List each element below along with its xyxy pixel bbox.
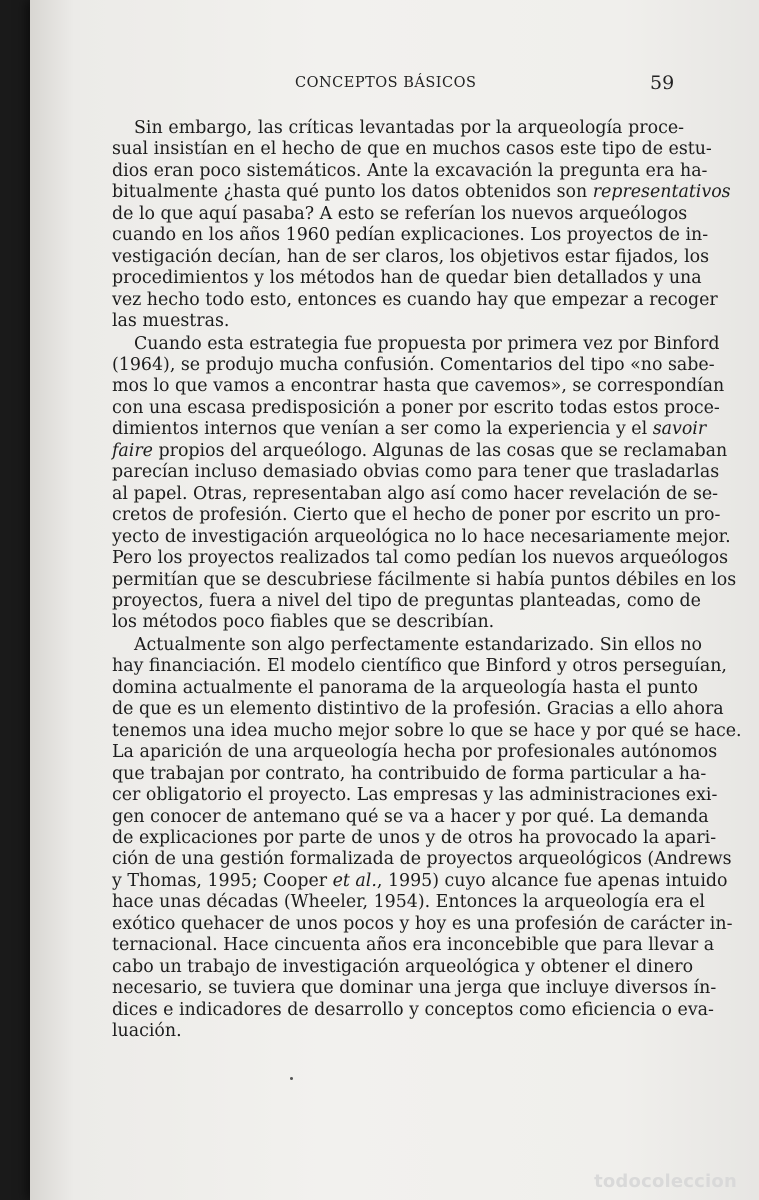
text-line: al papel. Otras, representaban algo así como hacer revelación de se- xyxy=(112,483,719,504)
text-line: de explicaciones por parte de unos y de otros ha provocado la apari- xyxy=(112,827,717,848)
text-line: ternacional. Hace cincuenta años era inconcebible que para llevar a xyxy=(112,935,715,956)
text-line: gen conocer de antemano qué se va a hacer y por qué. La demanda xyxy=(112,806,709,827)
text-line: vez hecho todo esto, entonces es cuando hay que empezar a recoger xyxy=(112,289,718,310)
text-line: La aparición de una arqueología hecha por profesionales autónomos xyxy=(112,742,718,763)
paragraph xyxy=(112,634,742,1043)
text-line: cabo un trabajo de investigación arqueológica y obtener el dinero xyxy=(112,956,694,977)
text-line: las muestras. xyxy=(112,311,230,332)
text-line: permitían que se descubriese fácilmente si había puntos débiles en los xyxy=(112,569,737,590)
text-line: tenemos una idea mucho mejor sobre lo que se hace y por qué se hace. xyxy=(112,720,742,741)
ink-speck xyxy=(290,1077,293,1080)
text-line: vestigación decían, han de ser claros, los objetivos estar fijados, los xyxy=(112,246,710,267)
body-text xyxy=(112,118,742,1042)
text-line: domina actualmente el panorama de la arqueología hasta el punto xyxy=(112,677,698,698)
text-line: cuando en los años 1960 pedían explicaciones. Los proyectos de in- xyxy=(112,225,709,246)
page-number: 59 xyxy=(650,72,675,94)
text-line: cretos de profesión. Cierto que el hecho de poner por escrito un pro- xyxy=(112,505,721,526)
text-line: que trabajan por contrato, ha contribuido de forma particular a ha- xyxy=(112,763,707,784)
text-line: dices e indicadores de desarrollo y conceptos como eficiencia o eva- xyxy=(112,999,714,1020)
text-line: ción de una gestión formalizada de proyectos arqueológicos (Andrews xyxy=(112,849,732,870)
text-line: Cuando esta estrategia fue propuesta por primera vez por Binford xyxy=(134,333,720,354)
text-line: los métodos poco fiables que se describían. xyxy=(112,612,495,633)
text-line: sual insistían en el hecho de que en muchos casos este tipo de estu- xyxy=(112,139,712,160)
watermark-logo: todocoleccion xyxy=(594,1171,737,1192)
text-line: Pero los proyectos realizados tal como pedían los nuevos arqueólogos xyxy=(112,548,728,569)
paragraph xyxy=(112,333,737,634)
paragraph xyxy=(112,118,731,333)
text-line: yecto de investigación arqueológica no lo hace necesariamente mejor. xyxy=(112,526,731,547)
text-line: hace unas décadas (Wheeler, 1954). Entonces la arqueología era el xyxy=(112,892,705,913)
text-line: y Thomas, 1995; Cooper et al., 1995) cuyo alcance fue apenas intuido xyxy=(112,870,728,891)
text-line: faire propios del arqueólogo. Algunas de las cosas que se reclamaban xyxy=(112,440,728,461)
text-line: procedimientos y los métodos han de quedar bien detallados y una xyxy=(112,268,702,289)
page-header xyxy=(0,72,759,102)
text-line: (1964), se produjo mucha confusión. Comentarios del tipo «no sabe- xyxy=(112,354,715,375)
text-line: proyectos, fuera a nivel del tipo de preguntas planteadas, como de xyxy=(112,590,701,611)
text-line: dimientos internos que venían a ser como la experiencia y el savoir xyxy=(112,419,707,440)
text-line: mos lo que vamos a encontrar hasta que cavemos», se correspondían xyxy=(112,376,725,397)
text-line: dios eran poco sistemáticos. Ante la excavación la pregunta era ha- xyxy=(112,160,708,181)
text-line: luación. xyxy=(112,1021,182,1042)
text-line: parecían incluso demasiado obvias como para tener que trasladarlas xyxy=(112,462,720,483)
text-line: cer obligatorio el proyecto. Las empresas y las administraciones exi- xyxy=(112,785,718,806)
text-line: bitualmente ¿hasta qué punto los datos obtenidos son representativos xyxy=(112,182,731,203)
text-line: de lo que aquí pasaba? A esto se referían los nuevos arqueólogos xyxy=(112,203,688,224)
text-line: con una escasa predisposición a poner por escrito todas estos proce- xyxy=(112,397,720,418)
running-head: CONCEPTOS BÁSICOS xyxy=(295,75,477,91)
text-line: Sin embargo, las críticas levantadas por la arqueología proce- xyxy=(134,118,684,138)
text-line: de que es un elemento distintivo de la profesión. Gracias a ello ahora xyxy=(112,699,724,720)
text-line: necesario, se tuviera que dominar una jerga que incluye diversos ín- xyxy=(112,978,717,999)
text-line: Actualmente son algo perfectamente estandarizado. Sin ellos no xyxy=(134,634,702,655)
text-line: hay financiación. El modelo científico que Binford y otros perseguían, xyxy=(112,656,727,677)
text-line: exótico quehacer de unos pocos y hoy es una profesión de carácter in- xyxy=(112,913,733,934)
